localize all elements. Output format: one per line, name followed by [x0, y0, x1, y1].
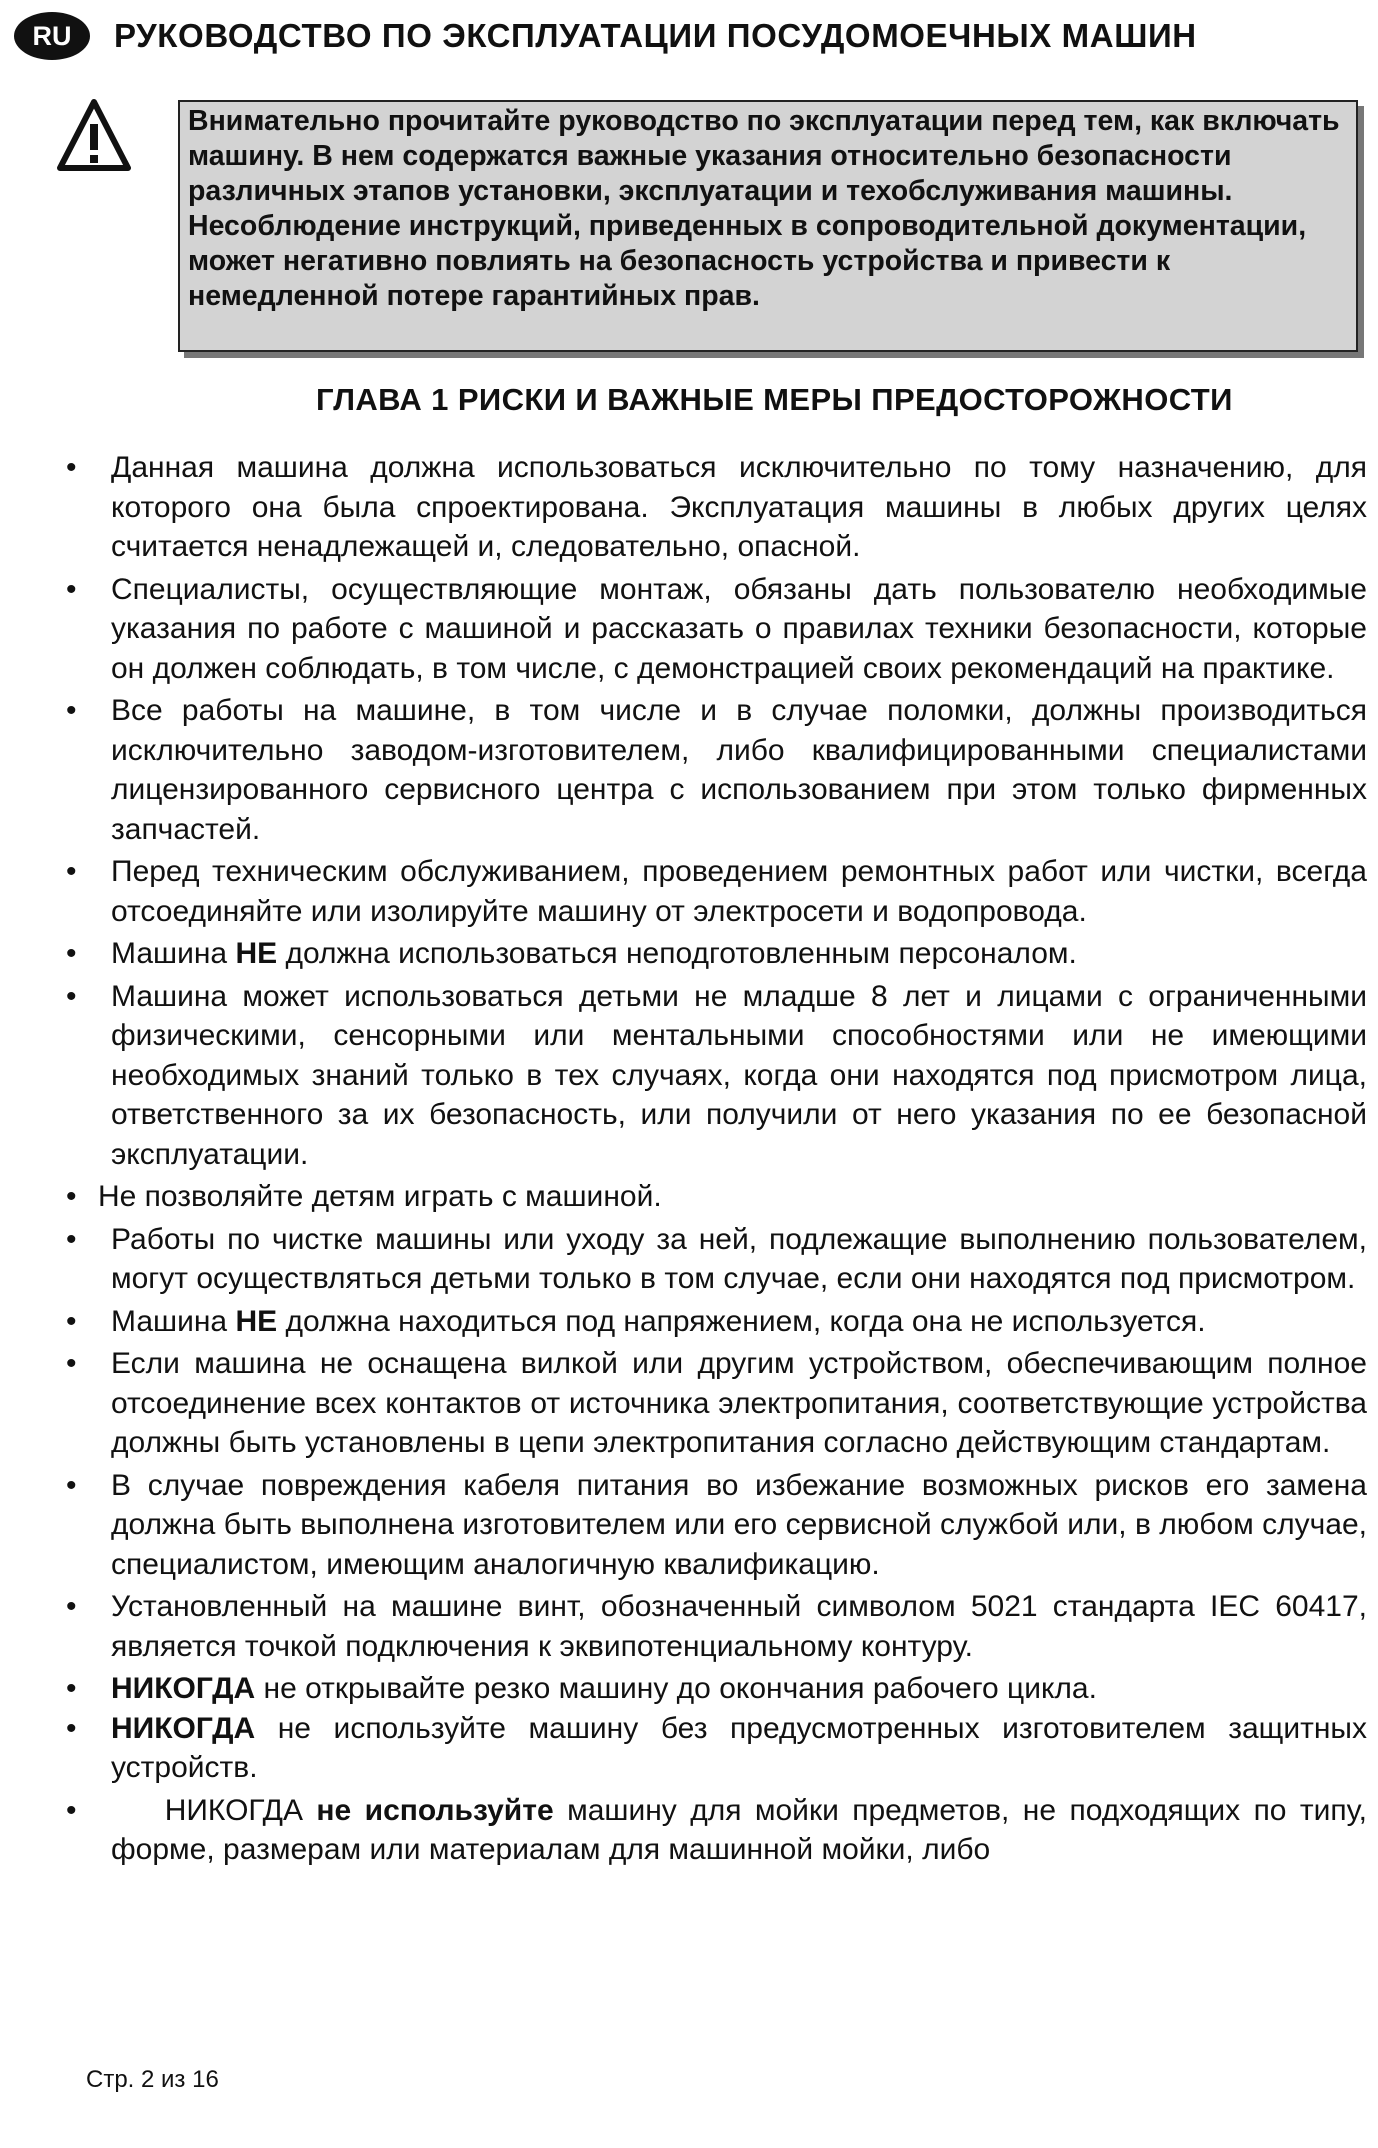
list-item [0, 1466, 1378, 1585]
bullet: • [66, 1793, 77, 1827]
bullet: • [66, 1222, 77, 1256]
list-item-text: НИКОГДА не открывайте резко машину до окончания рабочего цикла. [111, 1672, 1097, 1705]
emphasis: НИКОГДА [111, 1711, 256, 1745]
emphasis: не используйте [316, 1793, 554, 1827]
list-item [0, 1587, 1378, 1666]
safety-list [0, 448, 1378, 1873]
emphasis: НЕ [235, 937, 278, 970]
list-item [0, 977, 1378, 1175]
bullet: • [66, 451, 77, 484]
list-item-text: Установленный на машине винт, обозначенный символом 5021 стандарта IEC 60417, является точкой подключения к эквипотенциальному контуру. [111, 1590, 1367, 1663]
language-badge: RU [14, 12, 90, 60]
list-item [0, 1709, 1378, 1788]
list-item-text: В случае повреждения кабеля питания во избежание возможных рисков его замена должна быть выполнена изготовителем или его сервисной службой или, в любом случае, специалистом, имеющим аналогичную квалификацию. [111, 1468, 1367, 1581]
bullet: • [66, 937, 77, 970]
emphasis: НИКОГДА [111, 1672, 256, 1705]
list-item-text: Машина НЕ должна использоваться неподготовленным персоналом. [111, 937, 1077, 970]
list-item [0, 1344, 1378, 1463]
list-item-text: Не позволяйте детям играть с машиной. [98, 1180, 662, 1213]
list-item-text: НИКОГДА не используйте машину без предусмотренных изготовителем защитных устройств. [111, 1711, 1367, 1784]
list-item [0, 934, 1378, 974]
bullet: • [66, 1347, 77, 1380]
list-item-text: Если машина не оснащена вилкой или другим устройством, обеспечивающим полное отсоединение всех контактов от источника электропитания, соответствующие устройства должны быть установлены в цепи электропитания согласно действующим стандартам. [111, 1347, 1367, 1459]
list-item [0, 852, 1378, 931]
list-item [0, 1302, 1378, 1342]
list-item-text: Специалисты, осуществляющие монтаж, обязаны дать пользователю необходимые указания по работе с машиной и рассказать о правилах техники безопасности, которые он должен соблюдать, в том числе, с демонстрацией своих рекомендаций на практике. [111, 572, 1367, 685]
list-item-text: Данная машина должна использоваться исключительно по тому назначению, для которого она была спроектирована. Эксплуатация машины в любых других целях считается ненадлежащей и, следовательно, опасной. [111, 451, 1367, 563]
page-number: Стр. 2 из 16 [86, 2066, 219, 2093]
list-item [0, 1791, 1378, 1870]
warning-triangle-icon [56, 96, 132, 174]
warning-box: Внимательно прочитайте руководство по эксплуатации перед тем, как включать машину. В нем содержатся важные указания относительно безопасности различных этапов установки, эксплуатации и техобслуживания машины. Несоблюдение инструкций, приведенных в сопроводительной документации, может негативно повлиять на безопасность устройства и привести к немедленной потере гарантийных прав. [178, 100, 1358, 352]
bullet: • [66, 855, 77, 888]
bullet: • [66, 1590, 77, 1623]
list-item [0, 691, 1378, 849]
chapter-heading: ГЛАВА 1 РИСКИ И ВАЖНЫЕ МЕРЫ ПРЕДОСТОРОЖНОСТИ [316, 382, 1233, 417]
list-item [0, 1220, 1378, 1299]
emphasis: НЕ [235, 1304, 278, 1338]
document-title: РУКОВОДСТВО ПО ЭКСПЛУАТАЦИИ ПОСУДОМОЕЧНЫХ МАШИН [114, 17, 1197, 54]
list-item-text: Все работы на машине, в том числе и в случае поломки, должны производиться исключительно заводом-изготовителем, либо квалифицированными специалистами лицензированного сервисного центра с использованием при этом только фирменных запчастей. [111, 694, 1367, 846]
bullet: • [66, 1711, 77, 1745]
bullet: • [66, 1304, 77, 1338]
bullet: • [66, 1468, 77, 1502]
list-item-text: Перед техническим обслуживанием, проведением ремонтных работ или чистки, всегда отсоединяйте или изолируйте машину от электросети и водопровода. [111, 855, 1367, 928]
list-item-text: Машина может использоваться детьми не младше 8 лет и лицами с ограниченными физическими, сенсорными или ментальными способностями или не имеющими необходимых знаний только в тех случаях, когда они находятся под присмотром лица, ответственного за их безопасность, или получили от него указания по ее безопасной эксплуатации. [111, 979, 1367, 1171]
bullet: • [66, 572, 77, 606]
list-item [0, 1177, 1378, 1217]
list-item-text: Работы по чистке машины или уходу за ней, подлежащие выполнению пользователем, могут осуществляться детьми только в том случае, если они находятся под присмотром. [111, 1222, 1367, 1295]
bullet: • [66, 694, 77, 727]
list-item [0, 448, 1378, 567]
list-item-text: Машина НЕ должна находиться под напряжением, когда она не используется. [111, 1304, 1206, 1338]
page-header [14, 12, 1197, 60]
bullet: • [66, 1672, 77, 1705]
bullet: • [66, 979, 77, 1013]
list-item [0, 1669, 1378, 1709]
bullet: • [66, 1180, 77, 1213]
list-item-text: НИКОГДА не используйте машину для мойки предметов, не подходящих по типу, форме, размерам или материалам для машинной мойки, либо [111, 1793, 1376, 1866]
list-item [0, 570, 1378, 689]
